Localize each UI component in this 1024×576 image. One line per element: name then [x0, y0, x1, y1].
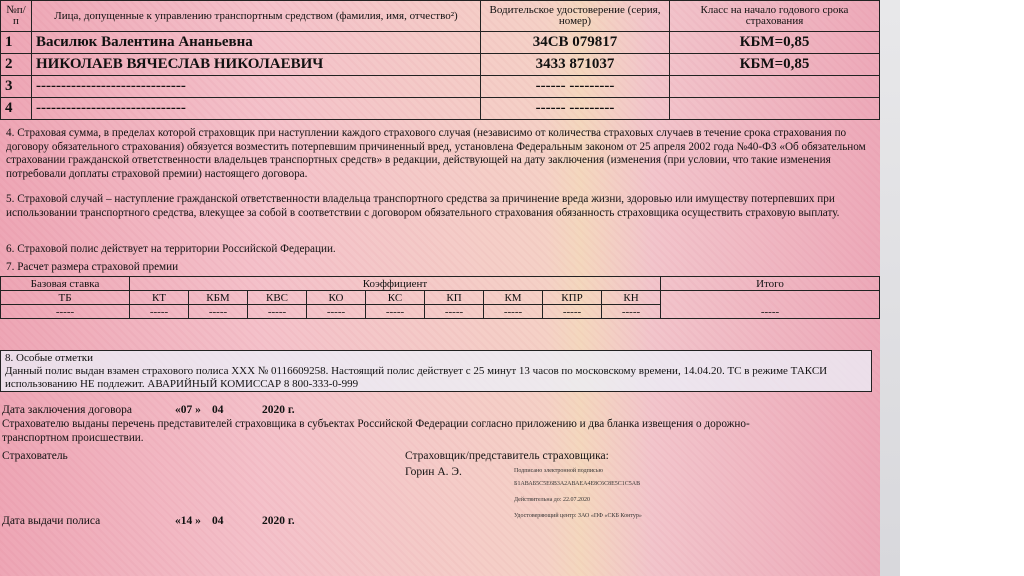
contract-date-day: «07 »	[175, 404, 201, 416]
issue-date-year: 2020 г.	[262, 515, 295, 527]
premium-col-ko: КО	[307, 291, 366, 305]
special-notes-title: 8. Особые отметки	[5, 352, 93, 364]
insured-label: Страхователь	[2, 450, 68, 462]
premium-value: -----	[307, 305, 366, 319]
premium-col-kp: КП	[425, 291, 484, 305]
premium-total-value: -----	[661, 291, 880, 319]
premium-value: -----	[425, 305, 484, 319]
driver-class	[670, 98, 880, 120]
premium-value: -----	[1, 305, 130, 319]
signature-line-1: Подписано электронной подписью	[514, 468, 603, 474]
coefficient-header: Коэффициент	[130, 277, 661, 291]
insurer-label: Страховщик/представитель страховщика:	[405, 450, 609, 462]
issued-documents-text: Страхователю выданы перечень представителей страховщика в субъектах Российской Федерации согласно приложению и два бланка извещения о дорожно-транспортном происшествии.	[2, 418, 750, 444]
premium-value: -----	[366, 305, 425, 319]
table-row	[1, 54, 880, 76]
table-row	[1, 98, 880, 120]
drivers-table-header	[1, 1, 880, 32]
premium-value: -----	[602, 305, 661, 319]
issue-date-month: 04	[212, 515, 224, 527]
driver-class: КБМ=0,85	[670, 54, 880, 76]
special-notes-text: Данный полис выдан взамен страхового полиса ХХХ № 0116609258. Настоящий полис действует с 25 минут 13 часов по московскому времени, 14.04.20. ТС в режиме ТАКСИ использованию НЕ подлежит. АВАРИЙНЫЙ КОМИССАР 8 800-333-0-999	[5, 365, 828, 390]
table-row	[1, 32, 880, 54]
premium-col-km: КМ	[484, 291, 543, 305]
driver-name: НИКОЛАЕВ ВЯЧЕСЛАВ НИКОЛАЕВИЧ	[32, 54, 481, 76]
signature-line-4: Удостоверяющий центр: ЗАО «ПФ «СКБ Контур»	[514, 513, 642, 519]
premium-value: -----	[543, 305, 602, 319]
page-edge-strip	[880, 0, 900, 576]
contract-date-year: 2020 г.	[262, 404, 295, 416]
driver-name: ------------------------------	[32, 98, 481, 120]
premium-col-tb: ТБ	[1, 291, 130, 305]
header-num: №п/п	[1, 1, 32, 32]
driver-license: 3433 871037	[481, 54, 670, 76]
row-num: 1	[1, 32, 32, 54]
section-6-text: 6. Страховой полис действует на территории Российской Федерации.	[6, 243, 336, 255]
premium-value: -----	[248, 305, 307, 319]
driver-license: 34СВ 079817	[481, 32, 670, 54]
special-notes-box	[0, 350, 872, 392]
section-5-text: 5. Страховой случай – наступление гражданской ответственности владельца транспортного средства за причинение вреда жизни, здоровью или имуществу потерпевших при использовании транспортного средства, влекущее за собой в соответствии с договором обязательного страхования обязанность страховщика осуществить страховую выплату.	[6, 193, 840, 219]
section-7-title: 7. Расчет размера страховой премии	[6, 261, 179, 273]
drivers-table	[0, 0, 880, 120]
contract-date-label: Дата заключения договора	[2, 404, 133, 416]
header-license: Водительское удостоверение (серия, номер)	[481, 1, 670, 32]
premium-col-ks: КС	[366, 291, 425, 305]
driver-license: ------ ---------	[481, 76, 670, 98]
section-4-text: 4. Страховая сумма, в пределах которой страховщик при наступлении каждого страхового случая (независимо от количества страховых случаев в течение срока страхования по договору обязательного страхования) обязуется возместить потерпевшим причиненный вред, установлена Федеральным законом от 25 апреля 2002 года №40-ФЗ «Об обязательном страховании гражданской ответственности владельцев транспортных средств» в редакции, действующей на дату заключения (изменения (при условии, что такие изменения потребовали доплаты страховой премии) настоящего договора.	[6, 127, 866, 180]
driver-class	[670, 76, 880, 98]
issue-date-label: Дата выдачи полиса	[2, 515, 101, 527]
premium-col-kn: КН	[602, 291, 661, 305]
signature-line-2: Б1АВАБ5С5Е6В3А2АВАЕА4Е8С6С8Е5С1С5АВ	[514, 481, 641, 487]
issue-date-day: «14 »	[175, 515, 201, 527]
table-row	[1, 76, 880, 98]
base-rate-header: Базовая ставка	[1, 277, 130, 291]
signature-line-3: Действительна до: 22.07.2020	[514, 497, 590, 503]
premium-table	[0, 276, 880, 319]
driver-license: ------ ---------	[481, 98, 670, 120]
premium-value: -----	[484, 305, 543, 319]
driver-name: Василюк Валентина Ананьевна	[32, 32, 481, 54]
header-class: Класс на начало годового срока страхования	[670, 1, 880, 32]
premium-col-kpr: КПР	[543, 291, 602, 305]
premium-value: -----	[130, 305, 189, 319]
premium-col-kbm: КБМ	[189, 291, 248, 305]
insurer-name: Горин А. Э.	[405, 466, 462, 478]
driver-name: ------------------------------	[32, 76, 481, 98]
driver-class: КБМ=0,85	[670, 32, 880, 54]
total-header: Итого	[661, 277, 880, 291]
row-num: 2	[1, 54, 32, 76]
row-num: 3	[1, 76, 32, 98]
contract-date-month: 04	[212, 404, 224, 416]
premium-col-kvs: КВС	[248, 291, 307, 305]
premium-value: -----	[189, 305, 248, 319]
header-name: Лица, допущенные к управлению транспортным средством (фамилия, имя, отчество²)	[32, 1, 481, 32]
row-num: 4	[1, 98, 32, 120]
premium-col-kt: КТ	[130, 291, 189, 305]
